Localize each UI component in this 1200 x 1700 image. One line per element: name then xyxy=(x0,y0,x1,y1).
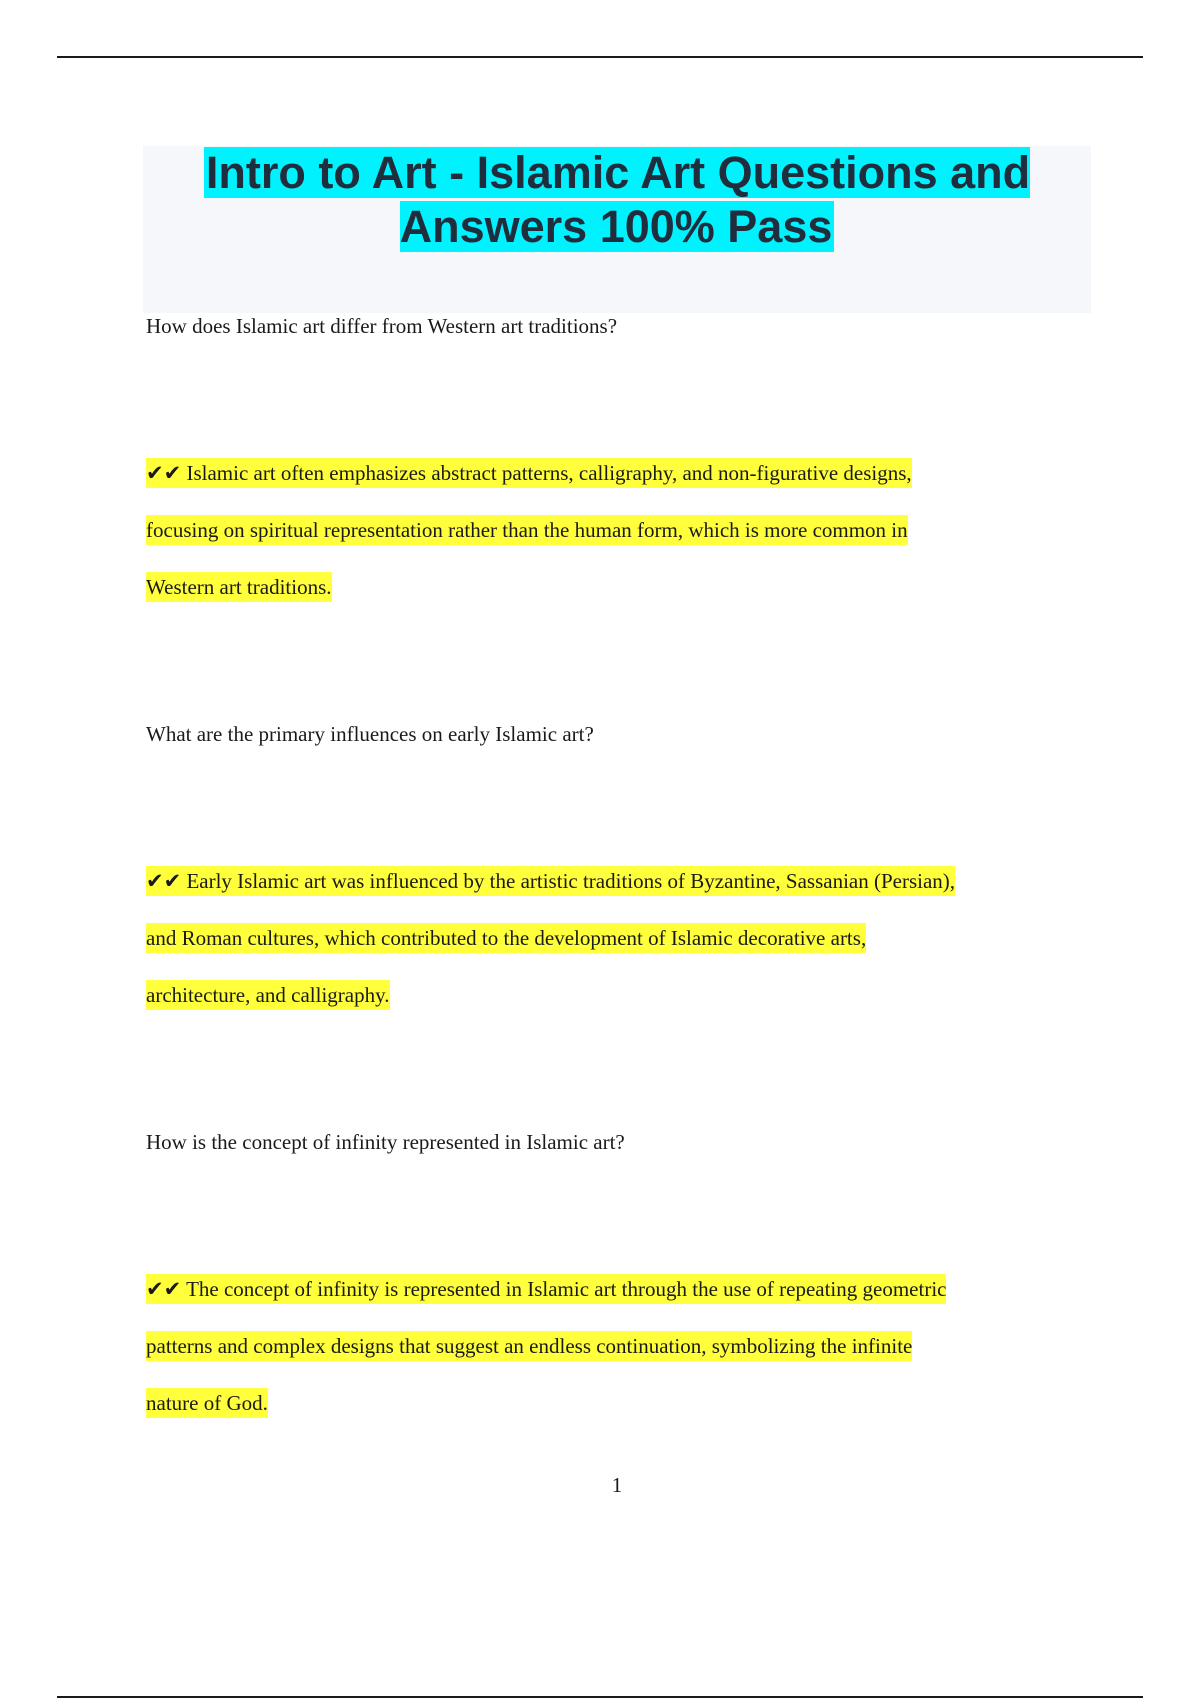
answer-3-line-2: patterns and complex designs that suggest an endless continuation, symbolizing the infinite xyxy=(146,1331,912,1361)
question-3: How is the concept of infinity represented in Islamic art? xyxy=(146,1130,625,1154)
answer-2-line-3: architecture, and calligraphy. xyxy=(146,980,390,1010)
double-check-icon: ✔✔ xyxy=(146,1277,182,1301)
header-rule xyxy=(57,56,1143,58)
answer-1-line-2: focusing on spiritual representation rather than the human form, which is more common in xyxy=(146,515,908,545)
answer-2-line-1: Early Islamic art was influenced by the artistic traditions of Byzantine, Sassanian (Persian), xyxy=(186,869,956,893)
answer-3-line-3: nature of God. xyxy=(146,1388,268,1418)
answer-2-line-2: and Roman cultures, which contributed to the development of Islamic decorative arts, xyxy=(146,923,866,953)
question-2: What are the primary influences on early Islamic art? xyxy=(146,722,594,746)
answer-1-line-3: Western art traditions. xyxy=(146,572,332,602)
answer-1-line-1: Islamic art often emphasizes abstract patterns, calligraphy, and non-figurative designs, xyxy=(186,461,912,485)
answer-3-line-1: The concept of infinity is represented in Islamic art through the use of repeating geometric xyxy=(186,1277,947,1301)
footer-rule xyxy=(57,1696,1143,1698)
answer-3 xyxy=(146,1261,1106,1432)
answer-1 xyxy=(146,445,1106,616)
double-check-icon: ✔✔ xyxy=(146,869,182,893)
question-1: How does Islamic art differ from Western art traditions? xyxy=(146,314,618,338)
answer-2 xyxy=(146,853,1106,1024)
double-check-icon: ✔✔ xyxy=(146,461,182,485)
page-number: 1 xyxy=(611,1473,623,1497)
document-title: Intro to Art - Islamic Art Questions and Answers 100% Pass xyxy=(205,147,1031,252)
